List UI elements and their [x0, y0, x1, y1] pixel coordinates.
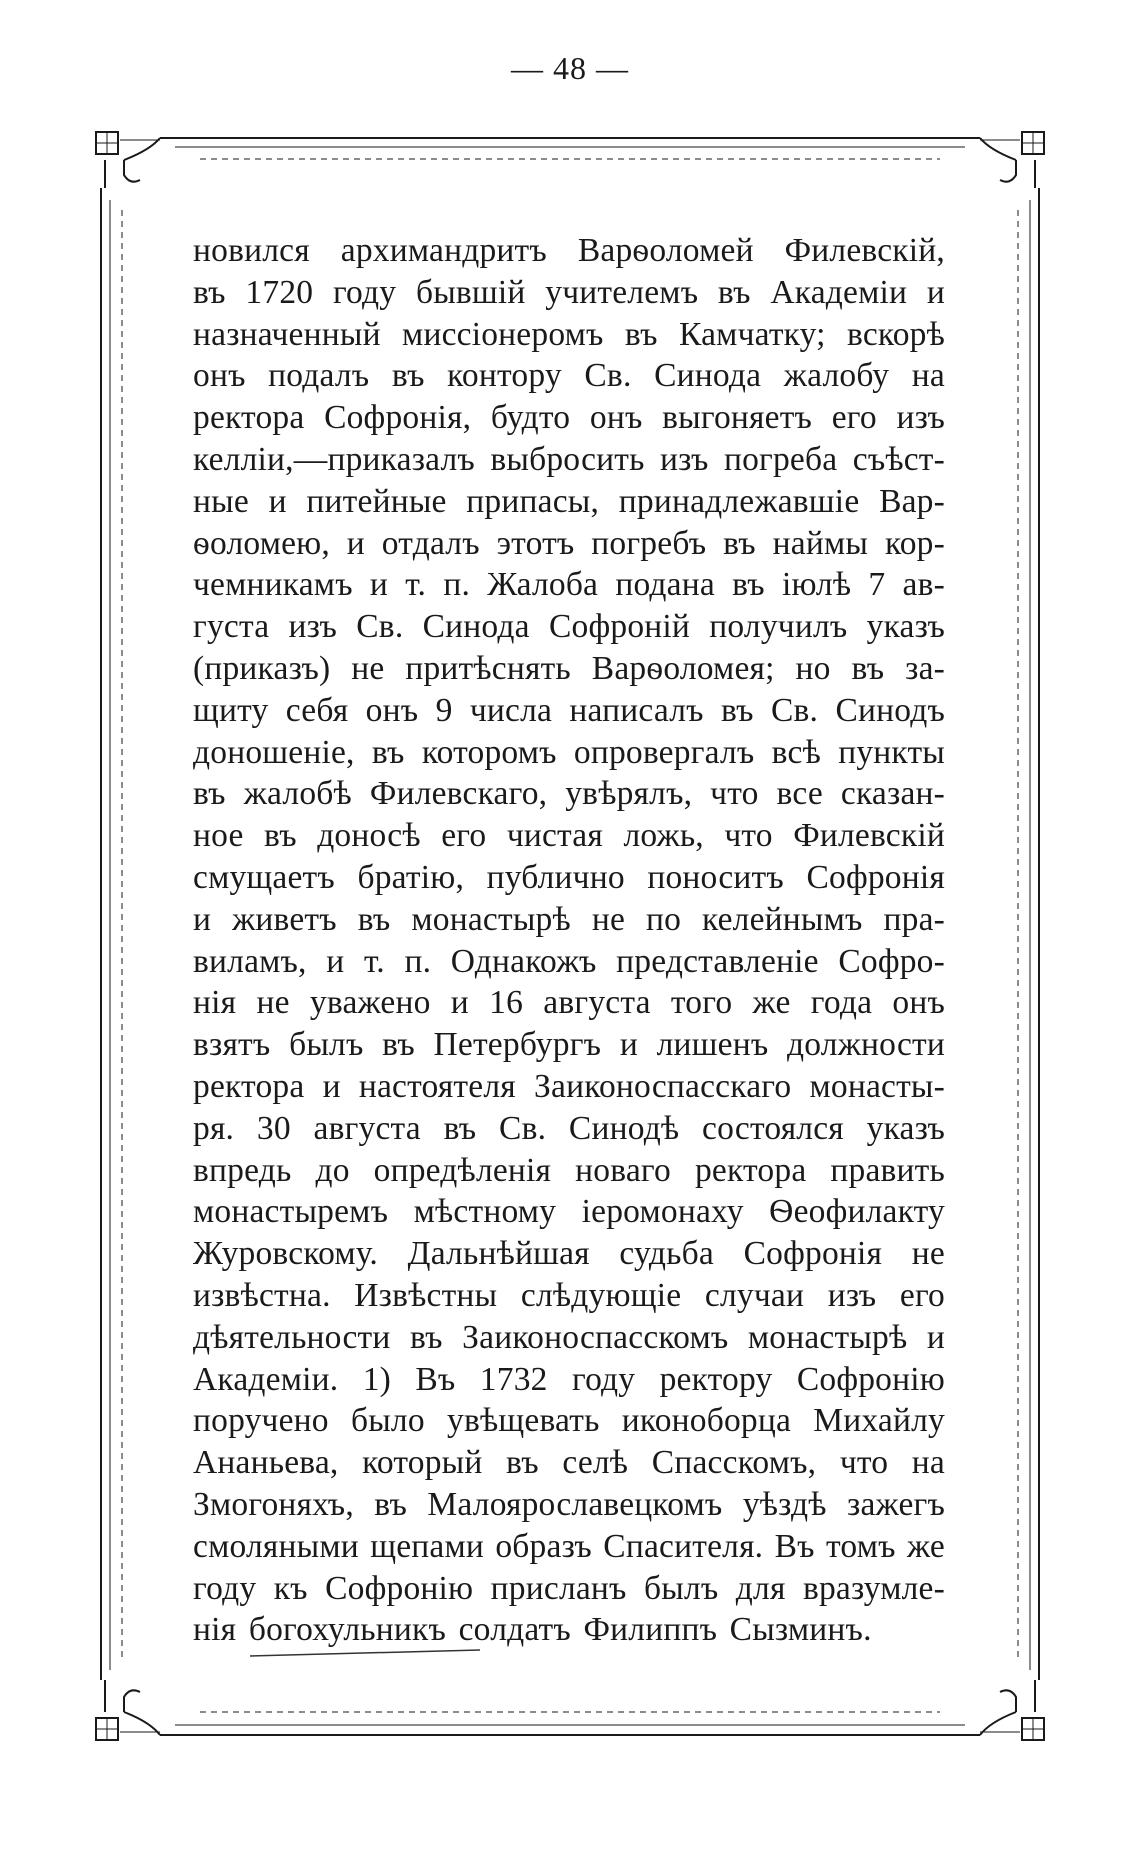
text-line: монастыремъ мѣстному іеромонаху Ѳеофилакту	[193, 1193, 945, 1231]
text-line: ря. 30 августа въ Св. Синодѣ состоялся указъ	[193, 1109, 945, 1147]
text-line: доношеніе, въ которомъ опровергалъ всѣ пункты	[193, 733, 945, 771]
text-line: онъ подалъ въ контору Св. Синода жалобу на	[193, 357, 945, 395]
text-line: поручено было увѣщевать иконоборца Михайлу	[193, 1402, 945, 1440]
text-line-last-content: нія богохульникъ солдатъ Филиппъ Сызминъ.	[193, 1611, 872, 1649]
text-line: ные и питейные припасы, принадлежавшіе Вар-	[193, 482, 945, 520]
text-line: въ 1720 году бывшій учителемъ въ Академіи и	[193, 273, 945, 311]
text-line: нія не уважено и 16 августа того же года онъ	[193, 984, 945, 1022]
text-line: впредь до опредѣленія новаго ректора править	[193, 1151, 945, 1189]
text-line: ректора и настоятеля Заиконоспасскаго монасты-	[193, 1067, 945, 1105]
page-text	[193, 230, 945, 1651]
text-line: Змогоняхъ, въ Малоярославецкомъ уѣздѣ зажегъ	[193, 1485, 945, 1523]
text-line: смущаетъ братію, публично поноситъ Софронія	[193, 858, 945, 896]
text-line: (приказъ) не притѣснять Варѳоломея; но въ за-	[193, 649, 945, 687]
text-line: назначенный миссіонеромъ въ Камчатку; вскорѣ	[193, 315, 945, 353]
text-line: виламъ, и т. п. Однакожъ представленіе Софро-	[193, 942, 945, 980]
text-line: ректора Софронія, будто онъ выгоняетъ его изъ	[193, 399, 945, 437]
text-line: въ жалобѣ Филевскаго, увѣрялъ, что все сказан-	[193, 775, 945, 813]
text-line: Ананьева, который въ селѣ Спасскомъ, что на	[193, 1444, 945, 1482]
text-line: чемникамъ и т. п. Жалоба подана въ іюлѣ 7 ав-	[193, 566, 945, 604]
page-number: — 48 —	[511, 50, 629, 86]
text-line: келліи,—приказалъ выбросить изъ погреба съѣст-	[193, 440, 945, 478]
text-line: взятъ былъ въ Петербургъ и лишенъ должности	[193, 1026, 945, 1064]
text-line: извѣстна. Извѣстны слѣдующіе случаи изъ его	[193, 1276, 945, 1314]
text-line: Академіи. 1) Въ 1732 году ректору Софронію	[193, 1360, 945, 1398]
text-line: новился архимандритъ Варѳоломей Филевскій,	[193, 232, 945, 269]
corner-ornament-bottom-right	[980, 1680, 1044, 1740]
corner-ornament-bottom-left	[96, 1680, 160, 1740]
text-line: ное въ доносѣ его чистая ложь, что Филевскій	[193, 817, 945, 855]
text-line: дѣятельности въ Заиконоспасскомъ монастырѣ и	[193, 1318, 945, 1356]
corner-ornament-top-left	[96, 132, 160, 188]
corner-ornament-top-right	[980, 132, 1044, 188]
text-line: густа изъ Св. Синода Софроній получилъ указъ	[193, 608, 945, 646]
text-line-last	[193, 1609, 945, 1651]
text-line: смоляными щепами образъ Спасителя. Въ томъ же	[193, 1527, 945, 1565]
text-line: щиту себя онъ 9 числа написалъ въ Св. Синодъ	[193, 691, 945, 729]
text-line: и живетъ въ монастырѣ не по келейнымъ пра-	[193, 900, 945, 938]
text-line: году къ Софронію присланъ былъ для вразумле-	[193, 1569, 945, 1607]
text-line: ѳоломею, и отдалъ этотъ погребъ въ наймы кор-	[193, 524, 945, 562]
text-line: Журовскому. Дальнѣйшая судьба Софронія не	[193, 1235, 945, 1273]
